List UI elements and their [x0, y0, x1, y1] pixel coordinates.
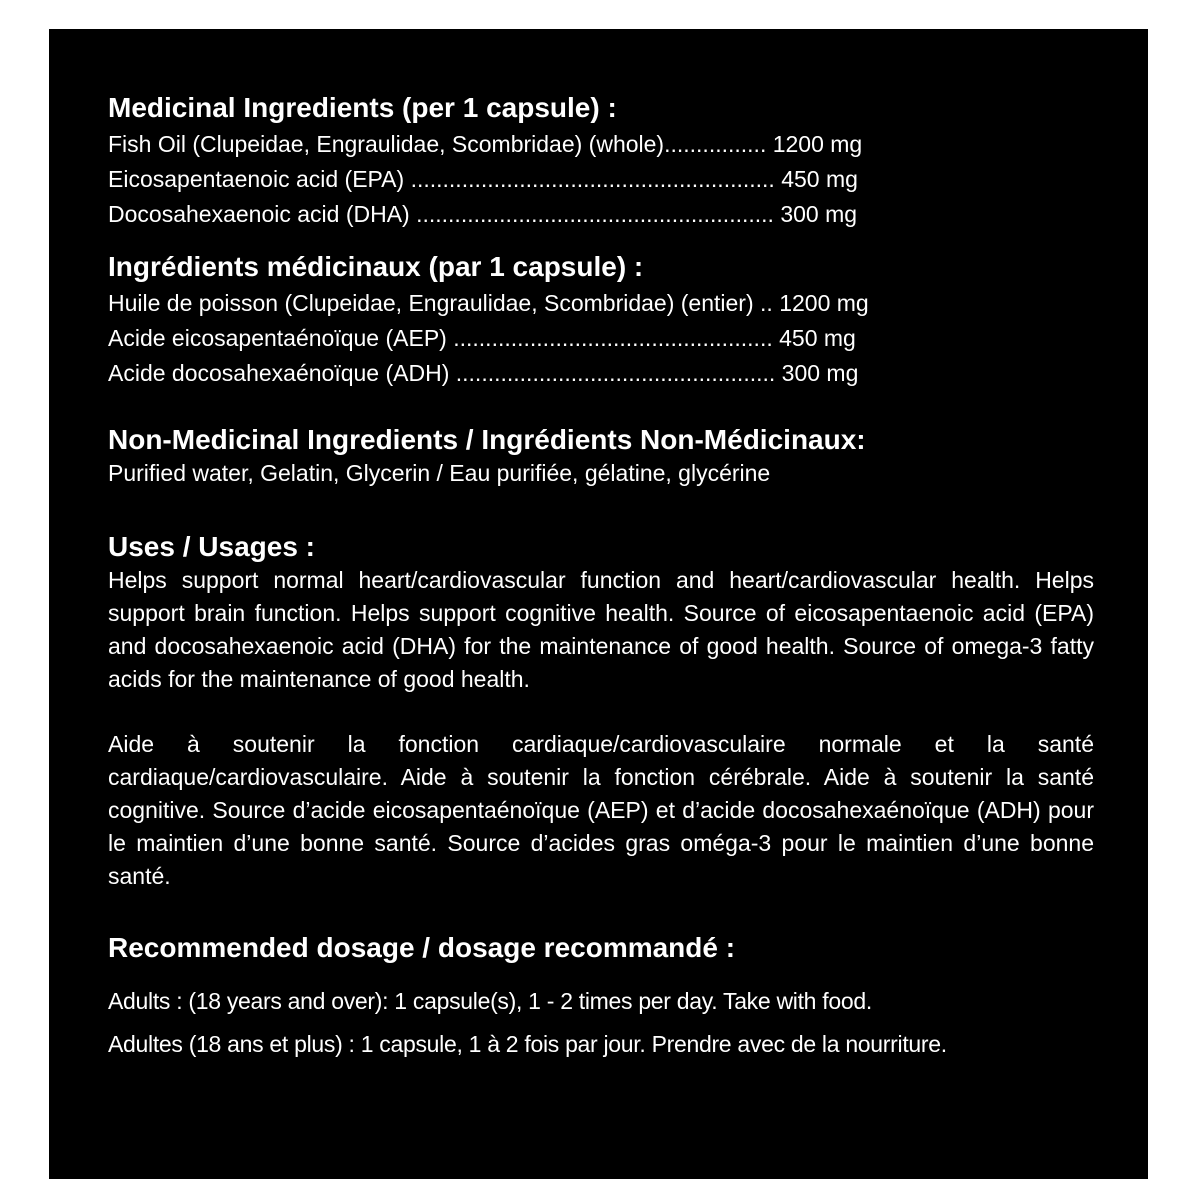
- ingredient-row-adh-fr: Acide docosahexaénoïque (ADH) .................................................. 300 mg: [108, 360, 859, 386]
- non-medicinal-text: Purified water, Gelatin, Glycerin / Eau purifiée, gélatine, glycérine: [108, 460, 771, 486]
- ingredient-row-aep-fr: Acide eicosapentaénoïque (AEP) .................................................. 450 mg: [108, 325, 856, 351]
- label-panel: [49, 29, 1148, 1179]
- dosage-text-en: Adults : (18 years and over): 1 capsule(s), 1 - 2 times per day. Take with food.: [108, 988, 872, 1014]
- ingredient-row-fish-oil-en: Fish Oil (Clupeidae, Engraulidae, Scombridae) (whole)................ 1200 mg: [108, 131, 863, 157]
- label-content: [108, 91, 1094, 1061]
- ingredient-row-fish-oil-fr: Huile de poisson (Clupeidae, Engraulidae, Scombridae) (entier) .. 1200 mg: [108, 290, 869, 316]
- medicinal-ingredients-heading-fr: Ingrédients médicinaux (par 1 capsule) :: [108, 251, 644, 282]
- uses-text-fr: Aide à soutenir la fonction cardiaque/cardiovasculaire normale et la santé cardiaque/cardiovasculaire. Aide à soutenir la fonction cérébrale. Aide à soutenir la santé cognitive. Source d’acide eicosapentaénoïque (AEP) et d’acide docosahexaénoïque (ADH) pour le maintien d’une bonne santé. Source d’acides gras oméga-3 pour le maintien d’une bonne santé.: [108, 731, 1094, 889]
- uses-text-en: Helps support normal heart/cardiovascular function and heart/cardiovascular health. Helps support brain function. Helps support cognitive health. Source of eicosapentaenoic acid (EPA) and docosahexaenoic acid (DHA) for the maintenance of good health. Source of omega-3 fatty acids for the maintenance of good health.: [108, 567, 1094, 692]
- ingredient-row-dha-en: Docosahexaenoic acid (DHA) ........................................................ 300 mg: [108, 201, 858, 227]
- dosage-heading: Recommended dosage / dosage recommandé :: [108, 932, 736, 963]
- dosage-text-fr: Adultes (18 ans et plus) : 1 capsule, 1 à 2 fois par jour. Prendre avec de la nourriture.: [108, 1031, 947, 1057]
- uses-heading: Uses / Usages :: [108, 531, 315, 562]
- non-medicinal-heading: Non-Medicinal Ingredients / Ingrédients Non-Médicinaux:: [108, 424, 866, 455]
- ingredient-row-epa-en: Eicosapentaenoic acid (EPA) ......................................................... 450 mg: [108, 166, 858, 192]
- medicinal-ingredients-heading-en: Medicinal Ingredients (per 1 capsule) :: [108, 92, 617, 123]
